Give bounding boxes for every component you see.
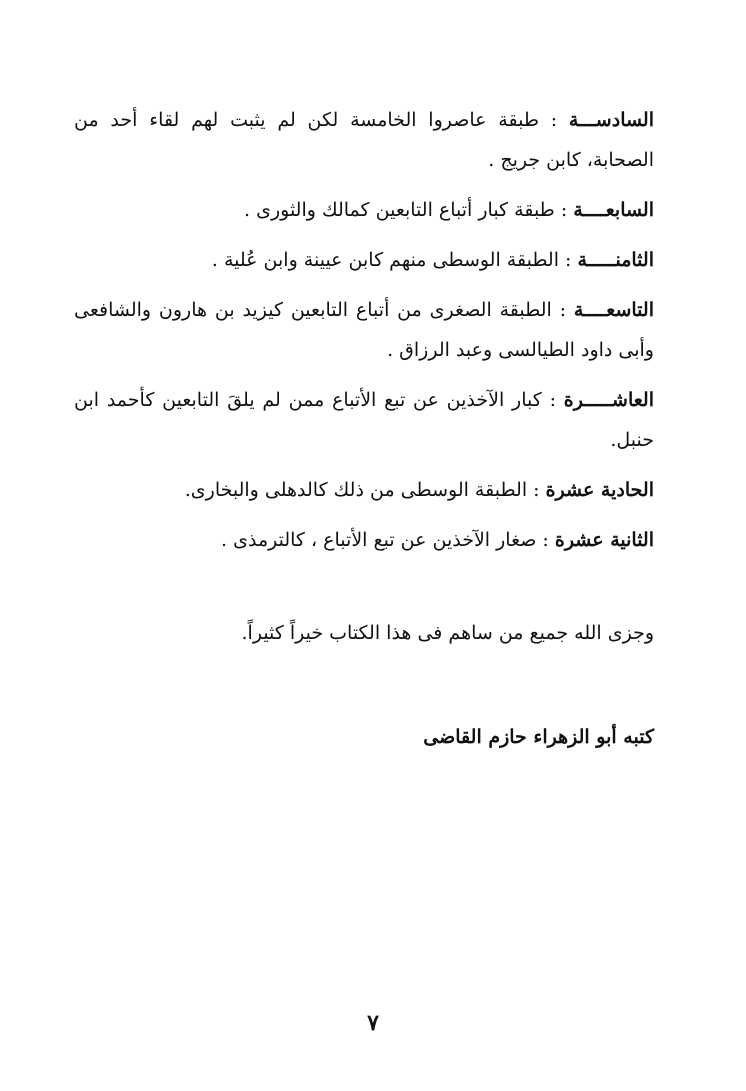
- page-number: ٧: [367, 1010, 379, 1036]
- entry-text: : الطبقة الوسطى من ذلك كالدهلى والبخارى.: [184, 479, 546, 501]
- entry-text: : طبقة كبار أتباع التابعين كمالك والثورى .: [244, 199, 574, 221]
- entry-term: العاشـــــرة: [563, 389, 654, 411]
- entry-text: : الطبقة الصغرى من أتباع التابعين كيزيد بن هارون والشافعى وأبى داود الطيالسى وعبد الرزاق .: [74, 299, 654, 361]
- entry-twelfth: [74, 520, 654, 560]
- entry-text: : صغار الآخذين عن تبع الأتباع ، كالترمذى .: [221, 529, 555, 551]
- entry-sixth: [74, 100, 654, 180]
- entry-term: الثانية عشرة: [554, 529, 654, 551]
- entry-term: السابعــــة: [573, 199, 654, 221]
- entry-term: الحادية عشرة: [545, 479, 654, 501]
- entry-term: التاسعــــة: [573, 299, 654, 321]
- entry-seventh: [74, 190, 654, 230]
- entry-text: : طبقة عاصروا الخامسة لكن لم يثبت لهم لقاء أحد من الصحابة، كابن جريج .: [74, 109, 654, 171]
- tabaqat-list: [74, 100, 654, 570]
- entry-tenth: [74, 380, 654, 460]
- entry-term: السادســـة: [568, 109, 654, 131]
- entry-eleventh: [74, 470, 654, 510]
- entry-text: : كبار الآخذين عن تبع الأتباع ممن لم يلقَ التابعين كأحمد ابن حنبل.: [74, 389, 654, 451]
- closing-prayer: وجزى الله جميع من ساهم فى هذا الكتاب خيراً كثيراً.: [241, 622, 654, 644]
- author-signature: كتبه أبو الزهراء حازم القاضى: [423, 726, 654, 748]
- entry-text: : الطبقة الوسطى منهم كابن عيينة وابن عُلية .: [211, 249, 578, 271]
- entry-ninth: [74, 290, 654, 370]
- entry-eighth: [74, 240, 654, 280]
- entry-term: الثامنـــــة: [577, 249, 654, 271]
